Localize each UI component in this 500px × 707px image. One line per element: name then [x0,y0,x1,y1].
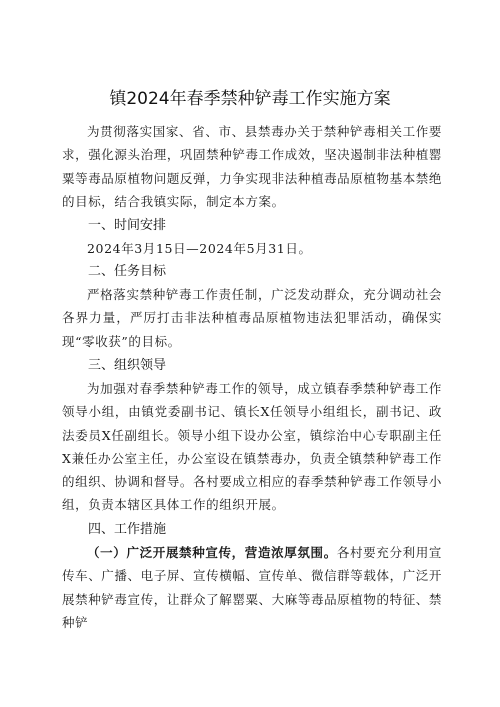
intro-block [62,120,442,213]
section-heading: 三、组织领导 [88,358,167,373]
subsection-text: 各村要充分利用宣传车、广播、电子屏、宣传横幅、宣传单、微信群等载体，广泛开展禁种铲毒宣传，让群众了解罂粟、大麻等毒品原植物的特征、禁种铲 [62,545,442,630]
section-2 [62,260,442,353]
section-4 [62,518,442,634]
section-paragraph: 2024年3月15日—2024年5月31日。 [87,241,312,256]
section-paragraph [62,541,442,634]
subheading: （一）广泛开展禁种宣传，营造浓厚氛围。 [87,545,337,560]
section-heading: 四、工作措施 [88,522,167,537]
section-3 [62,354,442,517]
intro-paragraph: 为贯彻落实国家、省、市、县禁毒办关于禁种铲毒相关工作要求，强化源头治理，巩固禁种铲毒工作成效，坚决遏制非法种植罂粟等毒品原植物问题反弹，力争实现非法种植毒品原植物基本禁绝的目标，结合我镇实际，制定本方案。 [62,124,442,209]
section-paragraph: 严格落实禁种铲毒工作责任制，广泛发动群众，充分调动社会各界力量，严厉打击非法种植毒品原植物违法犯罪活动，确保实现“零收获”的目标。 [62,287,442,349]
document-title: 镇2024年春季禁种铲毒工作实施方案 [109,89,391,109]
section-1 [62,214,442,260]
section-heading: 二、任务目标 [88,264,167,279]
section-paragraph: 为加强对春季禁种铲毒工作的领导，成立镇春季禁种铲毒工作领导小组，由镇党委副书记、镇长X任领导小组组长，副书记、政法委员X任副组长。领导小组下设办公室，镇综治中心专职副主任X兼任办公室主任，办公室设在镇禁毒办，负责全镇禁种铲毒工作的组织、协调和督导。各村要成立相应的春季禁种铲毒工作领导小组，负责本辖区具体工作的组织开展。 [62,381,442,513]
section-heading: 一、时间安排 [88,218,167,233]
